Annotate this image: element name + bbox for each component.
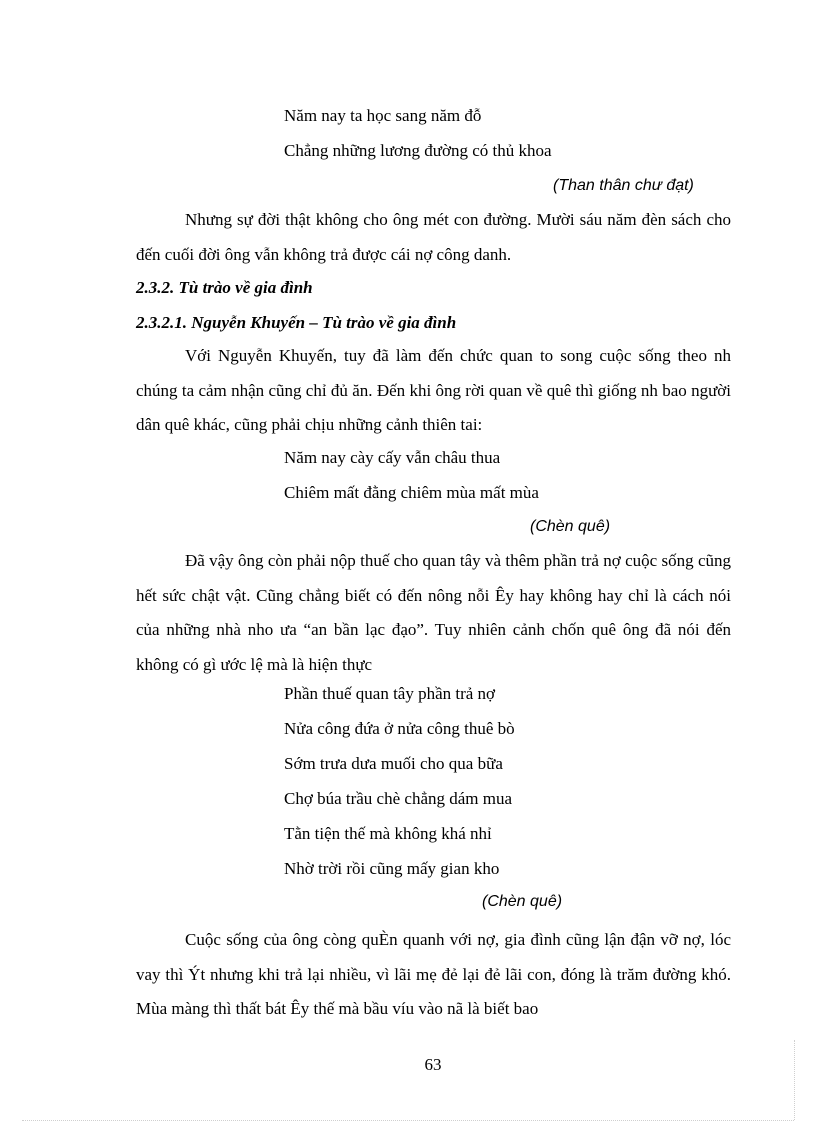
poem3-line-2: Nửa công đứa ở nửa công thuê bò bbox=[284, 719, 515, 738]
poem3-line-5: Tằn tiện thế mà không khá nhỉ bbox=[284, 824, 492, 843]
poem1-caption: (Than thân chư đạt) bbox=[553, 177, 694, 194]
paragraph-2: Với Nguyễn Khuyến, tuy đã làm đến chức quan to song cuộc sống theo nh chúng ta cảm nhận cũng chỉ đủ ăn. Đến khi ông rời quan về quê thì giống nh bao người dân quê khác, cũng phải chịu những cảnh thiên tai: bbox=[136, 346, 731, 434]
paragraph-3: Đã vậy ông còn phải nộp thuế cho quan tây và thêm phần trả nợ cuộc sống cũng hết sức chật vật. Cũng chẳng biết có đến nông nỗi Êy hay không hay chỉ là cách nói của những nhà nho ưa “an bần lạc đạo”. Tuy nhiên cảnh chốn quê ông đã nói đến không có gì ước lệ mà là hiện thực bbox=[136, 551, 731, 674]
poem3-line-6: Nhờ trời rồi cũng mấy gian kho bbox=[284, 859, 500, 878]
page-border-bottom bbox=[22, 1120, 794, 1121]
section-heading-2-3-2: 2.3.2. Tù trào về gia đình bbox=[136, 278, 313, 297]
poem3-caption: (Chèn quê) bbox=[482, 893, 563, 910]
poem3-line-4: Chợ búa trầu chè chẳng dám mua bbox=[284, 789, 513, 808]
poem3-line-1: Phần thuế quan tây phần trả nợ bbox=[284, 684, 496, 703]
page-number: 63 bbox=[424, 1055, 442, 1074]
poem2-caption: (Chèn quê) bbox=[530, 518, 611, 535]
poem1-line-2: Chẳng những lương đường có thủ khoa bbox=[284, 141, 552, 160]
poem1-line-1: Năm nay ta học sang năm đỗ bbox=[284, 106, 482, 125]
page-border-right bbox=[794, 1040, 795, 1120]
poem2-line-1: Năm nay cày cấy vẫn châu thua bbox=[284, 448, 501, 467]
poem2-line-2: Chiêm mất đằng chiêm mùa mất mùa bbox=[284, 483, 539, 502]
poem3-line-3: Sớm trưa dưa muối cho qua bữa bbox=[284, 754, 503, 773]
paragraph-4: Cuộc sống của ông còng quÈn quanh với nợ, gia đình cũng lận đận vỡ nợ, lóc vay thì Ýt nhưng khi trả lại nhiều, vì lãi mẹ đẻ lại đẻ lãi con, đóng là trăm đường khó. Mùa màng thì thất bát Êy thế mà bầu víu vào nã là biết bao bbox=[136, 930, 731, 1018]
paragraph-1: Nhưng sự đời thật không cho ông mét con đường. Mười sáu năm đèn sách cho đến cuối đời ông vẫn không trả được cái nợ công danh. bbox=[136, 210, 731, 264]
section-heading-2-3-2-1: 2.3.2.1. Nguyễn Khuyến – Tù trào về gia đình bbox=[136, 313, 457, 332]
